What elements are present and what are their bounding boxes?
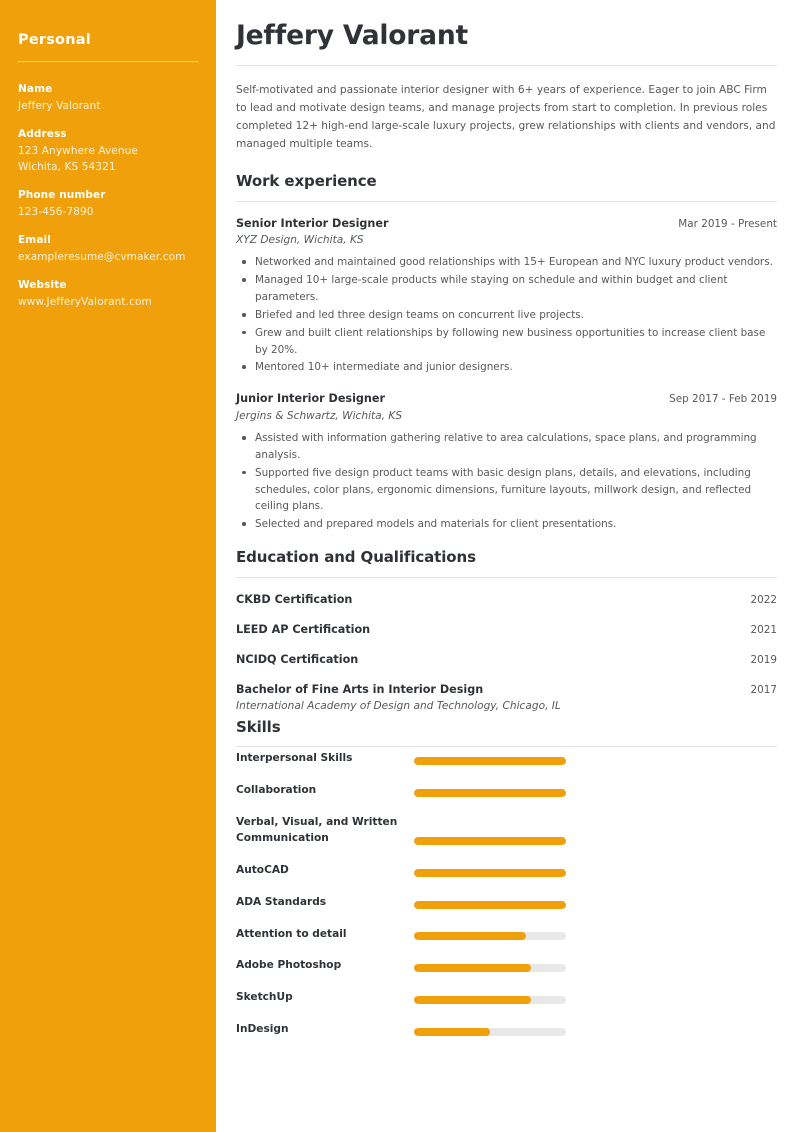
main-content: [216, 0, 800, 1132]
institution-name: International Academy of Design and Technology, Chicago, IL: [236, 700, 561, 713]
qualification-year: 2019: [750, 653, 777, 666]
work-experience-list: [236, 202, 777, 533]
skill-level-fill: [414, 1028, 490, 1036]
job-bullet: Supported five design product teams with basic design plans, details, and elevations, including schedules, color plans, ergonomic dimensions, furniture layouts, millwork design, and reflected ceiling plans.: [236, 465, 777, 516]
education-entry-header: [236, 592, 777, 609]
sidebar-field: [18, 233, 198, 265]
skill-label: Interpersonal Skills: [236, 752, 353, 765]
section-heading-work-experience: Work experience: [236, 171, 377, 190]
job-employer-location: Jergins & Schwartz, Wichita, KS: [236, 410, 403, 423]
skill-level-fill: [414, 757, 566, 765]
sidebar-field-label: Address: [18, 128, 67, 141]
work-entry-header: [236, 216, 777, 233]
education-entry: [236, 592, 777, 609]
section-work-experience: [236, 172, 777, 533]
skill-level-fill: [414, 996, 531, 1004]
skill-row: [236, 1022, 777, 1039]
sidebar-field-label: Website: [18, 279, 67, 292]
sidebar-field-value: Wichita, KS 54321: [18, 161, 116, 174]
sidebar-field-label: Name: [18, 83, 53, 95]
job-bullet: Networked and maintained good relationships with 15+ European and NYC luxury product vendors.: [236, 254, 777, 271]
job-bullet: Managed 10+ large-scale products while staying on schedule and within budget and client parameters.: [236, 272, 777, 306]
sidebar-field: [18, 188, 198, 220]
sidebar-field-value: 123 Anywhere Avenue: [18, 144, 138, 157]
qualification-title: Bachelor of Fine Arts in Interior Design: [236, 682, 484, 696]
skill-level-bar: [414, 964, 566, 972]
job-bullet: Selected and prepared models and materials for client presentations.: [236, 516, 777, 533]
work-experience-entry: [236, 391, 777, 533]
skills-list: [236, 747, 777, 1039]
job-bullet-list: [236, 430, 777, 533]
job-bullet: Assisted with information gathering relative to area calculations, space plans, and programming analysis.: [236, 430, 777, 464]
skill-level-fill: [414, 964, 531, 972]
qualification-title: NCIDQ Certification: [236, 652, 359, 666]
skill-level-bar: [414, 757, 566, 765]
skill-level-bar: [414, 996, 566, 1004]
profile-summary: Self-motivated and passionate interior designer with 6+ years of experience. Eager to join ABC Firm to lead and motivate design teams, and manage projects from start to completion. In previous roles completed 12+ high-end large-scale luxury projects, grew relationships with clients and vendors, and managed multiple teams.: [236, 83, 776, 151]
sidebar-field-value: Jeffery Valorant: [18, 99, 101, 112]
sidebar-field-list: [18, 82, 198, 310]
skill-row: [236, 958, 777, 975]
section-skills: [236, 718, 777, 1039]
sidebar-field-value: 123-456-7890: [18, 206, 94, 219]
sidebar-field-label: Phone number: [18, 189, 106, 202]
skill-row: [236, 927, 777, 944]
skill-row: [236, 863, 777, 880]
education-entry: [236, 652, 777, 669]
sidebar-personal: [0, 0, 216, 1132]
job-bullet-list: [236, 254, 777, 376]
job-date-range: Mar 2019 - Present: [678, 217, 777, 230]
skill-level-bar: [414, 1028, 566, 1036]
skill-label: AutoCAD: [236, 863, 289, 876]
qualification-title: LEED AP Certification: [236, 622, 371, 636]
sidebar-field-value: www.JefferyValorant.com: [18, 296, 152, 309]
section-heading-education: Education and Qualifications: [236, 548, 476, 567]
skill-level-bar: [414, 869, 566, 877]
sidebar-heading-divider: [18, 61, 198, 62]
education-entry-header: [236, 682, 777, 699]
sidebar-field-value: exampleresume@cvmaker.com: [18, 251, 186, 264]
skill-label: ADA Standards: [236, 895, 327, 908]
skill-level-bar: [414, 837, 566, 845]
skill-level-bar: [414, 789, 566, 797]
job-bullet: Grew and built client relationships by following new business opportunities to increase client base by 20%.: [236, 325, 777, 359]
sidebar-heading: Personal: [18, 32, 91, 48]
job-date-range: Sep 2017 - Feb 2019: [669, 393, 777, 406]
education-entry-header: [236, 652, 777, 669]
skill-row: [236, 751, 777, 768]
skill-level-fill: [414, 869, 566, 877]
qualification-year: 2021: [750, 623, 777, 636]
work-entry-header: [236, 391, 777, 408]
skill-level-bar: [414, 932, 566, 940]
education-entry-header: [236, 622, 777, 639]
page-title: Jeffery Valorant: [236, 20, 468, 51]
sidebar-field: [18, 278, 198, 310]
skill-row: [236, 895, 777, 912]
sidebar-field-label: Email: [18, 234, 51, 247]
skill-level-bar: [414, 901, 566, 909]
sidebar-field: [18, 82, 198, 114]
skill-label: SketchUp: [236, 991, 293, 1004]
skill-level-fill: [414, 789, 566, 797]
skill-label: Collaboration: [236, 784, 317, 797]
skill-row: [236, 990, 777, 1007]
job-bullet: Mentored 10+ intermediate and junior designers.: [236, 359, 777, 376]
job-title: Senior Interior Designer: [236, 216, 389, 230]
section-heading-skills: Skills: [236, 718, 281, 737]
education-entry: [236, 622, 777, 639]
skill-label: InDesign: [236, 1023, 289, 1036]
sidebar-field: [18, 127, 198, 175]
education-entry: [236, 682, 777, 719]
work-experience-entry: [236, 216, 777, 377]
qualification-title: CKBD Certification: [236, 593, 353, 607]
skill-label: Verbal, Visual, and Written Communication: [236, 816, 398, 844]
skill-level-fill: [414, 837, 566, 845]
skill-level-fill: [414, 932, 526, 940]
job-title: Junior Interior Designer: [236, 392, 385, 406]
job-bullet: Briefed and led three design teams on concurrent live projects.: [236, 307, 777, 324]
qualification-year: 2017: [750, 683, 777, 696]
qualification-year: 2022: [750, 594, 777, 607]
skill-label: Adobe Photoshop: [236, 959, 342, 972]
section-education: [236, 548, 777, 718]
education-list: [236, 578, 777, 718]
skill-row: [236, 783, 777, 800]
skill-row: [236, 815, 777, 848]
skill-label: Attention to detail: [236, 927, 347, 940]
job-employer-location: XYZ Design, Wichita, KS: [236, 234, 364, 247]
skill-level-fill: [414, 901, 566, 909]
